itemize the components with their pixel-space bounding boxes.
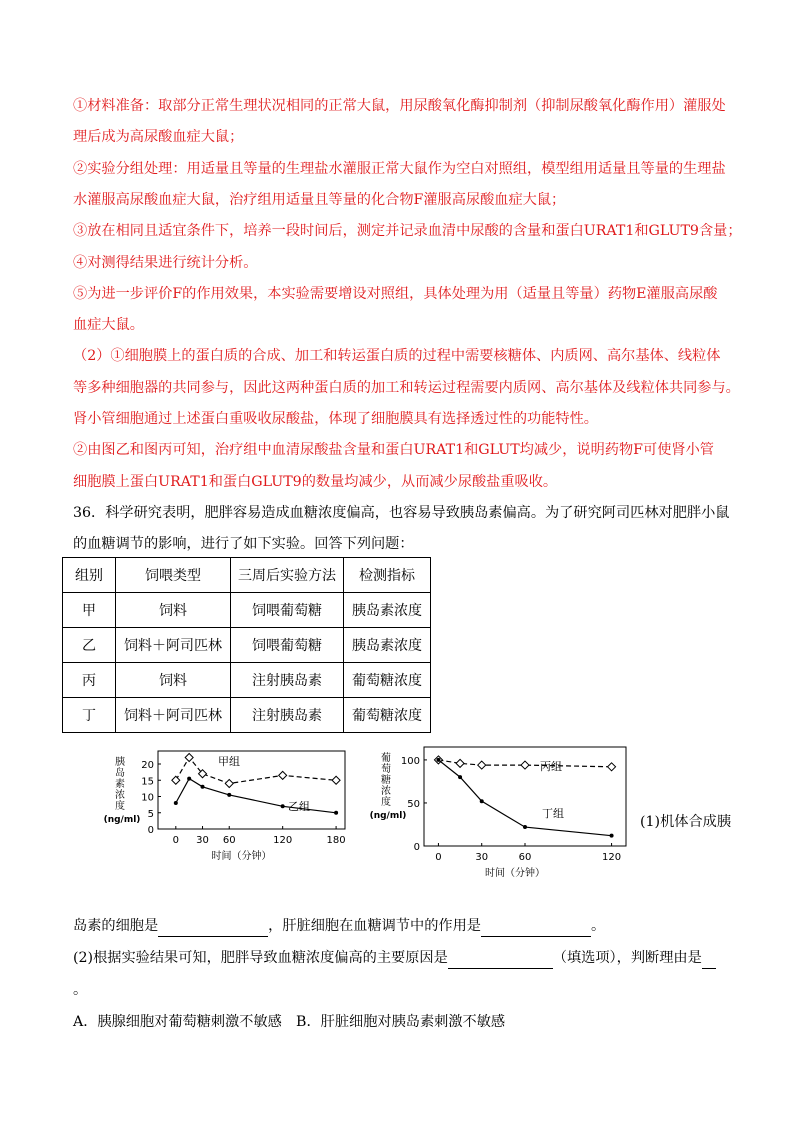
- y-axis-label-char: 素: [115, 779, 125, 790]
- table-header: 饲喂类型: [116, 558, 231, 593]
- data-point: [185, 754, 193, 762]
- table-cell: 饲料: [116, 663, 231, 698]
- answer-line-1: ①材料准备：取部分正常生理状况相同的正常大鼠，用尿酸氧化酶抑制剂（抑制尿酸氧化酶作用）灌服处: [73, 98, 726, 114]
- y-tick-label: 0: [413, 842, 420, 853]
- data-point: [227, 793, 231, 797]
- y-axis-label-char: 浓: [115, 790, 125, 801]
- table-row: [63, 698, 431, 733]
- y-tick-label: 20: [141, 760, 154, 771]
- data-point: [521, 761, 529, 769]
- table-cell: 注射胰岛素: [231, 698, 344, 733]
- insulin-chart: [100, 735, 355, 887]
- data-point: [480, 799, 484, 803]
- question-line-1: 36．科学研究表明，肥胖容易造成血糖浓度偏高，也容易导致胰岛素偏高。为了研究阿司匹林对肥胖小鼠: [73, 505, 730, 521]
- glucose-chart: [362, 735, 632, 887]
- x-tick-label: 0: [435, 852, 442, 863]
- answer-line-3: ②实验分组处理：用适量且等量的生理盐水灌服正常大鼠作为空白对照组，模型组用适量且等量的生理盐: [73, 161, 726, 177]
- answer-line-12: ②由图乙和图丙可知，治疗组中血清尿酸盐含量和蛋白URAT1和GLUT均减少，说明药物F可使肾小管: [73, 442, 714, 458]
- question-sub2-text-1: (2)根据实验结果可知，肥胖导致血糖浓度偏高的主要原因是: [73, 950, 448, 966]
- x-tick-label: 60: [518, 852, 532, 863]
- question-sub1-text-3: 。: [590, 918, 606, 934]
- table-row: [63, 628, 431, 663]
- answer-line-11: 肾小管细胞通过上述蛋白重吸收尿酸盐，体现了细胞膜具有选择透过性的功能特性。: [73, 411, 598, 427]
- y-tick-label: 50: [407, 798, 420, 810]
- answer-line-7: ⑤为进一步评价F的作用效果，本实验需要增设对照组，具体处理为用（适量且等量）药物E灌服高尿酸: [73, 286, 718, 302]
- data-point: [523, 825, 527, 829]
- question-options: A．胰腺细胞对葡萄糖刺激不敏感 B．肝脏细胞对胰岛素刺激不敏感: [73, 1014, 506, 1030]
- answer-line-8: 血症大鼠。: [73, 317, 144, 333]
- data-point: [201, 785, 205, 789]
- table-cell: 注射胰岛素: [231, 663, 344, 698]
- experiment-table: [62, 557, 431, 733]
- data-point: [478, 761, 486, 769]
- data-point: [187, 777, 191, 781]
- table-cell: 葡萄糖浓度: [344, 663, 431, 698]
- answer-line-13: 细胞膜上蛋白URAT1和蛋白GLUT9的数量均减少，从而减少尿酸盐重吸收。: [73, 474, 558, 490]
- table-row: [63, 593, 431, 628]
- answer-line-10: 等多种细胞器的共同参与，因此这两种蛋白质的加工和转运过程需要内质网、高尔基体及线粒体共同参与。: [73, 380, 740, 396]
- x-tick-label: 60: [222, 835, 236, 846]
- y-axis-label-char: 糖: [381, 775, 391, 786]
- answer-line-2: 理后成为高尿酸血症大鼠；: [73, 129, 244, 145]
- x-tick-label: 120: [602, 852, 622, 863]
- x-tick-label: 30: [196, 835, 209, 846]
- data-point: [456, 759, 464, 767]
- series-label: 乙组: [288, 800, 310, 813]
- data-point: [279, 771, 287, 779]
- y-axis-label-char: 度: [381, 797, 391, 808]
- table-header-row: [63, 558, 431, 593]
- question-sub2-text-2: （填选项），判断理由是: [552, 950, 702, 966]
- table-cell: 丙: [63, 663, 116, 698]
- x-axis-label: 时间（分钟）: [485, 868, 545, 879]
- data-point: [225, 780, 233, 788]
- table-cell: 饲喂葡萄糖: [231, 628, 344, 663]
- table-cell: 乙: [63, 628, 116, 663]
- data-point: [334, 811, 338, 815]
- x-axis-label: 时间（分钟）: [211, 851, 272, 862]
- series-label: 丁组: [542, 807, 564, 820]
- data-point: [458, 775, 462, 779]
- data-point: [332, 776, 340, 784]
- data-point: [610, 834, 614, 838]
- series-label: 丙组: [540, 760, 562, 773]
- answer-line-4: 水灌服高尿酸血症大鼠，治疗组用适量且等量的化合物F灌服高尿酸血症大鼠；: [73, 192, 566, 208]
- table-cell: 甲: [63, 593, 116, 628]
- table-cell: 丁: [63, 698, 116, 733]
- series-line-乙组: [176, 779, 336, 813]
- answer-blank-4[interactable]: [702, 948, 716, 969]
- question-line-2: 的血糖调节的影响，进行了如下实验。回答下列问题：: [73, 536, 414, 552]
- y-axis-unit: (ng/ml): [103, 815, 141, 825]
- table-cell: 饲料＋阿司匹林: [116, 628, 231, 663]
- x-tick-label: 120: [273, 835, 293, 846]
- x-tick-label: 180: [326, 835, 346, 846]
- x-tick-label: 30: [475, 852, 489, 863]
- y-axis-label-char: 萄: [381, 764, 391, 775]
- series-line-甲组: [176, 758, 336, 784]
- answer-line-6: ④对测得结果进行统计分析。: [73, 255, 258, 271]
- table-header: 三周后实验方法: [231, 558, 344, 593]
- table-cell: 胰岛素浓度: [344, 593, 431, 628]
- data-point: [172, 776, 180, 784]
- data-point: [608, 763, 616, 771]
- y-axis-label-char: 度: [115, 801, 125, 812]
- question-sub1-text-2: ，肝脏细胞在血糖调节中的作用是: [268, 918, 481, 934]
- question-sub1-part-a: (1)机体合成胰: [640, 814, 732, 830]
- table-cell: 饲料: [116, 593, 231, 628]
- table-cell: 饲喂葡萄糖: [231, 593, 344, 628]
- table-header: 组别: [63, 558, 116, 593]
- answer-blank-3[interactable]: [448, 948, 553, 969]
- answer-blank-2[interactable]: [481, 916, 591, 937]
- y-axis-label-char: 浓: [381, 786, 391, 797]
- x-tick-label: 0: [172, 835, 179, 846]
- data-point: [281, 804, 285, 808]
- table-cell: 葡萄糖浓度: [344, 698, 431, 733]
- y-tick-label: 15: [141, 776, 154, 788]
- table-row: [63, 663, 431, 698]
- series-label: 甲组: [218, 755, 240, 768]
- table-cell: 胰岛素浓度: [344, 628, 431, 663]
- y-tick-label: 10: [141, 792, 154, 804]
- question-sub2-end: 。: [73, 982, 88, 998]
- y-axis-unit: (ng/ml): [369, 811, 407, 821]
- series-line-丁组: [438, 760, 611, 836]
- answer-line-5: ③放在相同且适宜条件下，培养一段时间后，测定并记录血清中尿酸的含量和蛋白URAT1和GLUT9含量；: [73, 223, 742, 239]
- y-tick-label: 100: [400, 755, 420, 767]
- answer-blank-1[interactable]: [158, 916, 268, 937]
- question-sub2-line: [73, 948, 716, 969]
- table-cell: 饲料＋阿司匹林: [116, 698, 231, 733]
- answer-line-9: （2）①细胞膜上的蛋白质的合成、加工和转运蛋白质的过程中需要核糖体、内质网、高尔基体、线粒体: [73, 348, 721, 364]
- question-sub1-line: [73, 916, 605, 937]
- y-tick-label: 5: [147, 808, 154, 820]
- data-point: [436, 758, 440, 762]
- y-axis-label-char: 葡: [381, 753, 391, 764]
- table-header: 检测指标: [344, 558, 431, 593]
- y-tick-label: 0: [147, 825, 154, 836]
- data-point: [174, 801, 178, 805]
- y-axis-label-char: 岛: [115, 768, 125, 779]
- y-axis-label-char: 胰: [115, 757, 125, 768]
- question-sub1-text-1: 岛素的细胞是: [73, 918, 159, 934]
